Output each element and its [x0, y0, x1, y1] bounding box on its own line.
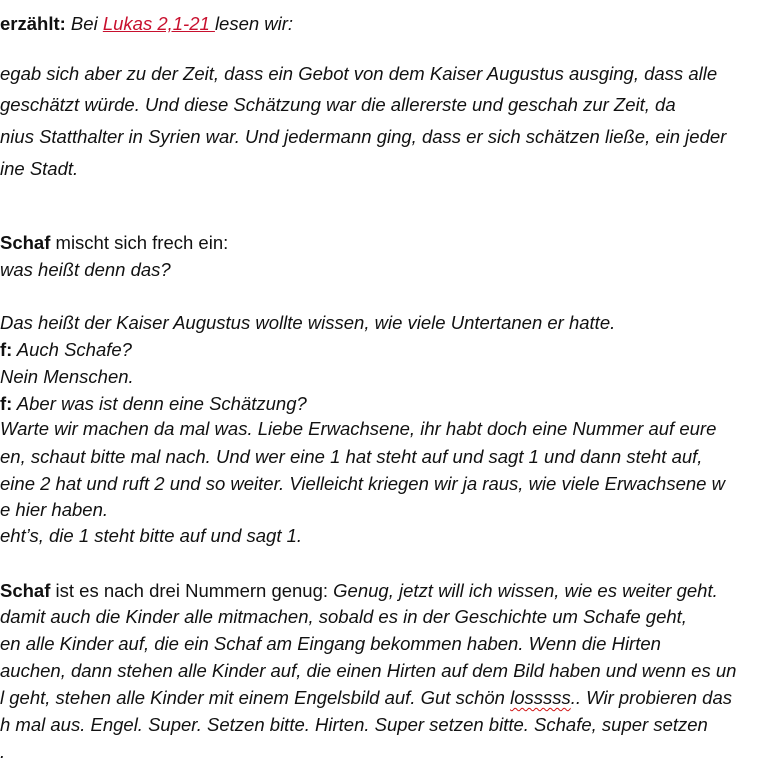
text-run: e hier haben. [0, 499, 109, 520]
speaker-label: f: [0, 339, 13, 360]
text-line [0, 10, 293, 37]
text-line [0, 496, 108, 523]
text-run: eht’s, die 1 steht bitte auf und sagt 1. [0, 525, 303, 546]
text-run: damit auch die Kinder alle mitmachen, sobald es in der Geschichte um Schafe geht, [0, 606, 687, 627]
text-run: eine 2 hat und ruft 2 und so weiter. Vielleicht kriegen wir ja raus, wie viele Erwachsene w [0, 473, 725, 494]
text-run: lesen wir: [214, 13, 294, 34]
text-run: .. Wir probieren das [570, 687, 732, 708]
text-line [0, 603, 687, 630]
text-line [0, 470, 725, 497]
speaker-label: f: [0, 393, 13, 414]
text-line [0, 711, 708, 738]
text-line [0, 657, 736, 684]
speaker-label: erzählt: [0, 13, 66, 34]
text-run: Warte wir machen da mal was. Liebe Erwachsene, ihr habt doch eine Nummer auf eure [0, 418, 717, 439]
text-line [0, 363, 134, 390]
text-line [0, 256, 171, 283]
text-run: Genug, jetzt will ich wissen, wie es weiter geht. [333, 580, 718, 601]
text-line [0, 155, 78, 182]
text-run: h mal aus. Engel. Super. Setzen bitte. Hirten. Super setzen bitte. Schafe, super setzen [0, 714, 708, 735]
text-line [0, 123, 726, 150]
text-line [0, 684, 732, 711]
text-line [0, 60, 717, 87]
speaker-label: Schaf [0, 580, 51, 601]
text-run: Auch Schafe? [12, 339, 132, 360]
text-run: ine Stadt. [0, 158, 79, 179]
text-run: Nein Menschen. [0, 366, 134, 387]
text-line [0, 630, 661, 657]
text-line [0, 390, 307, 417]
text-run: Bei [65, 13, 103, 34]
text-line [0, 443, 702, 470]
text-run: auchen, dann stehen alle Kinder auf, die einen Hirten auf dem Bild haben und wenn es un [0, 660, 737, 681]
text-run: l geht, stehen alle Kinder mit einem Engelsbild auf. Gut schön [0, 687, 511, 708]
text-line [0, 91, 676, 118]
text-run: Aber was ist denn eine Schätzung? [12, 393, 307, 414]
text-run: mischt sich frech ein: [50, 232, 229, 253]
text-run: was heißt denn das? [0, 259, 171, 280]
misspelled-word: losssss [510, 687, 571, 708]
text-line [0, 309, 615, 336]
text-line [0, 415, 716, 442]
text-run: en, schaut bitte mal nach. Und wer eine 1 hat steht auf und sagt 1 und dann steht auf, [0, 446, 703, 467]
text-line [0, 229, 228, 256]
scripture-link[interactable]: Lukas 2,1-21 [102, 13, 215, 34]
text-run: geschätzt würde. Und diese Schätzung war die allererste und geschah zur Zeit, da [0, 94, 676, 115]
speaker-label: Schaf [0, 232, 51, 253]
text-run: ist es nach drei Nummern genug: [50, 580, 334, 601]
text-run: . [0, 741, 6, 762]
text-line [0, 738, 5, 765]
text-run: egab sich aber zu der Zeit, dass ein Gebot von dem Kaiser Augustus ausging, dass alle [0, 63, 718, 84]
text-line [0, 336, 132, 363]
text-run: nius Statthalter in Syrien war. Und jedermann ging, dass er sich schätzen ließe, ein jeder [0, 126, 727, 147]
text-line [0, 577, 718, 604]
text-run: Das heißt der Kaiser Augustus wollte wissen, wie viele Untertanen er hatte. [0, 312, 616, 333]
text-line [0, 522, 302, 549]
text-run: en alle Kinder auf, die ein Schaf am Eingang bekommen haben. Wenn die Hirten [0, 633, 661, 654]
